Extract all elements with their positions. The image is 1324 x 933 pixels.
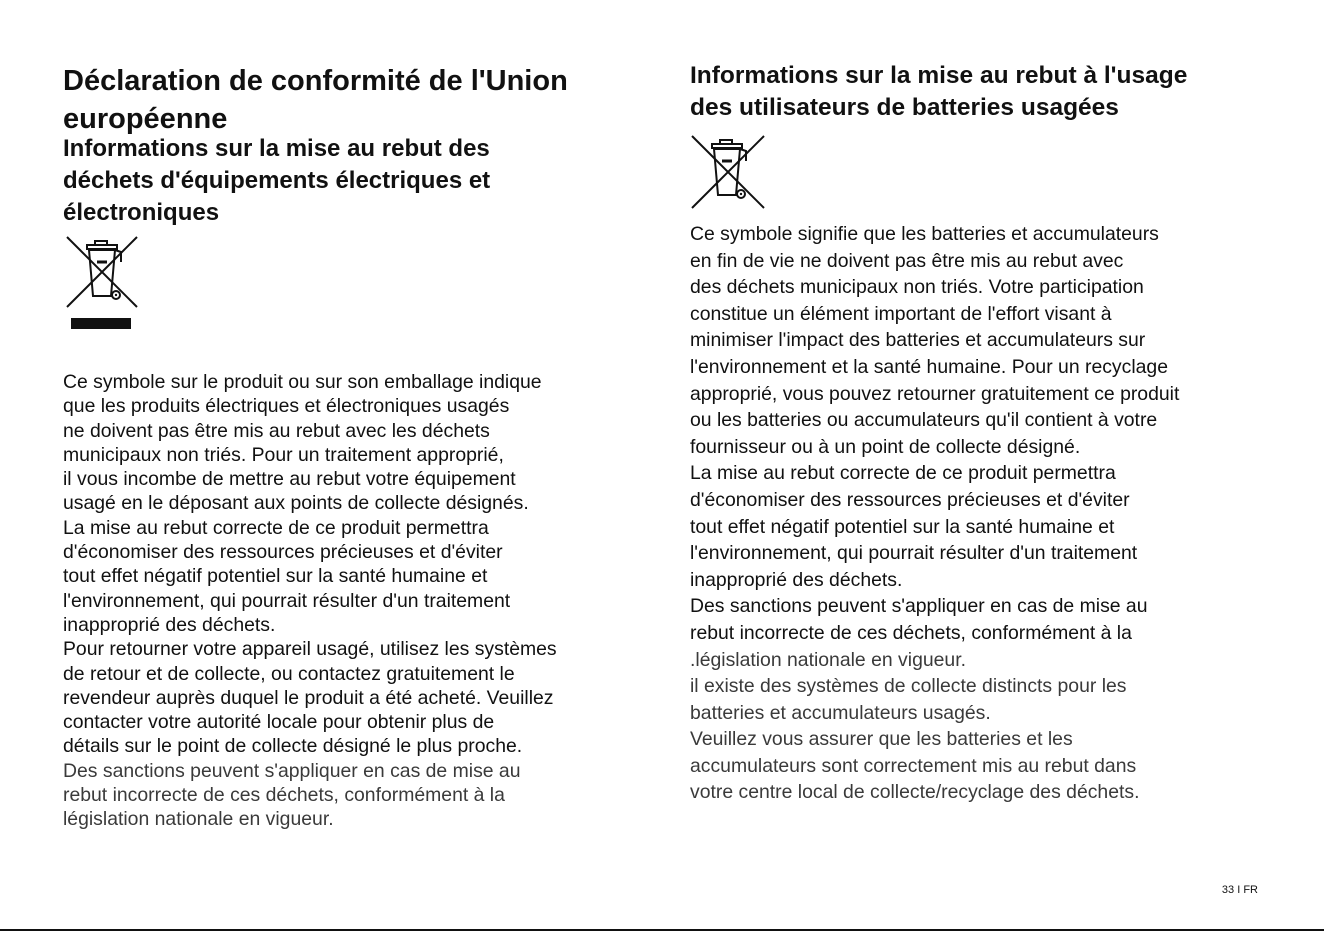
paragraph-line: d'économiser des ressources précieuses et d'éviter	[63, 541, 503, 564]
paragraph-line: usagé en le déposant aux points de collecte désignés.	[63, 492, 529, 515]
paragraph-line: La mise au rebut correcte de ce produit permettra	[690, 462, 1116, 485]
page-title-line-2: européenne	[63, 103, 228, 135]
paragraph-line: inapproprié des déchets.	[63, 613, 276, 636]
paragraph-line: il existe des systèmes de collecte distincts pour les	[690, 675, 1127, 698]
paragraph-line: tout effet négatif potentiel sur la santé humaine et	[63, 565, 488, 588]
crossed-out-wheelie-bin-icon	[65, 234, 141, 332]
paragraph-line: rebut incorrecte de ces déchets, conformément à la	[690, 621, 1132, 644]
paragraph-line: que les produits électriques et électroniques usagés	[63, 395, 510, 418]
paragraph-line: La mise au rebut correcte de ce produit permettra	[63, 516, 489, 539]
paragraph-line: accumulateurs sont correctement mis au rebut dans	[690, 754, 1137, 777]
paragraph-line: revendeur auprès duquel le produit a été acheté. Veuillez	[63, 686, 554, 709]
paragraph-line: Ce symbole signifie que les batteries et accumulateurs	[690, 223, 1159, 245]
paragraph-line: ne doivent pas être mis au rebut avec les déchets	[63, 419, 490, 442]
paragraph-line: Veuillez vous assurer que les batteries et les	[690, 728, 1073, 751]
battery-section-heading: Informations sur la mise au rebut à l'usage des utilisateurs de batteries usagées	[690, 62, 1188, 121]
bottom-divider	[0, 929, 1324, 931]
paragraph-line: approprié, vous pouvez retourner gratuitement ce produit	[690, 382, 1180, 405]
paragraph-line: minimiser l'impact des batteries et accumulateurs sur	[690, 329, 1146, 352]
paragraph-line: d'économiser des ressources précieuses et d'éviter	[690, 488, 1130, 511]
paragraph-line: fournisseur ou à un point de collecte désigné.	[690, 435, 1081, 458]
paragraph-line: Ce symbole sur le produit ou sur son emballage indique	[63, 371, 542, 393]
paragraph-line: votre centre local de collecte/recyclage des déchets.	[690, 781, 1140, 804]
paragraph-line: il vous incombe de mettre au rebut votre équipement	[63, 468, 516, 491]
paragraph-line: ou les batteries ou accumulateurs qu'il contient à votre	[690, 409, 1158, 432]
weee-paragraph	[63, 370, 557, 832]
paragraph-line: détails sur le point de collecte désigné le plus proche.	[63, 735, 523, 758]
paragraph-line: législation nationale en vigueur.	[63, 808, 334, 831]
page-title-line-1: Déclaration de conformité de l'Union	[63, 65, 568, 97]
paragraph-line: rebut incorrecte de ces déchets, conformément à la	[63, 784, 505, 807]
paragraph-line: .législation nationale en vigueur.	[690, 648, 966, 671]
paragraph-line: Pour retourner votre appareil usagé, utilisez les systèmes	[63, 638, 557, 661]
paragraph-line: constitue un élément important de l'effort visant à	[690, 302, 1112, 325]
paragraph-line: l'environnement et la santé humaine. Pour un recyclage	[690, 355, 1168, 378]
battery-paragraph	[690, 221, 1179, 806]
paragraph-line: Des sanctions peuvent s'appliquer en cas de mise au	[63, 759, 521, 782]
paragraph-line: de retour et de collecte, ou contactez gratuitement le	[63, 662, 515, 685]
paragraph-line: Des sanctions peuvent s'appliquer en cas de mise au	[690, 595, 1148, 618]
page-number: 33 I FR	[1221, 884, 1258, 896]
paragraph-line: contacter votre autorité locale pour obtenir plus de	[63, 711, 495, 734]
crossed-out-wheelie-bin-icon	[690, 133, 766, 211]
paragraph-line: l'environnement, qui pourrait résulter d'un traitement	[63, 589, 511, 612]
paragraph-line: batteries et accumulateurs usagés.	[690, 701, 991, 724]
paragraph-line: tout effet négatif potentiel sur la santé humaine et	[690, 515, 1115, 538]
paragraph-line: des déchets municipaux non triés. Votre participation	[690, 276, 1144, 299]
paragraph-line: en fin de vie ne doivent pas être mis au rebut avec	[690, 249, 1124, 272]
paragraph-line: municipaux non triés. Pour un traitement approprié,	[63, 443, 504, 466]
paragraph-line: inapproprié des déchets.	[690, 568, 903, 591]
weee-section-heading: Informations sur la mise au rebut des déchets d'équipements électriques et électroniques	[63, 135, 491, 226]
paragraph-line: l'environnement, qui pourrait résulter d'un traitement	[690, 542, 1138, 565]
